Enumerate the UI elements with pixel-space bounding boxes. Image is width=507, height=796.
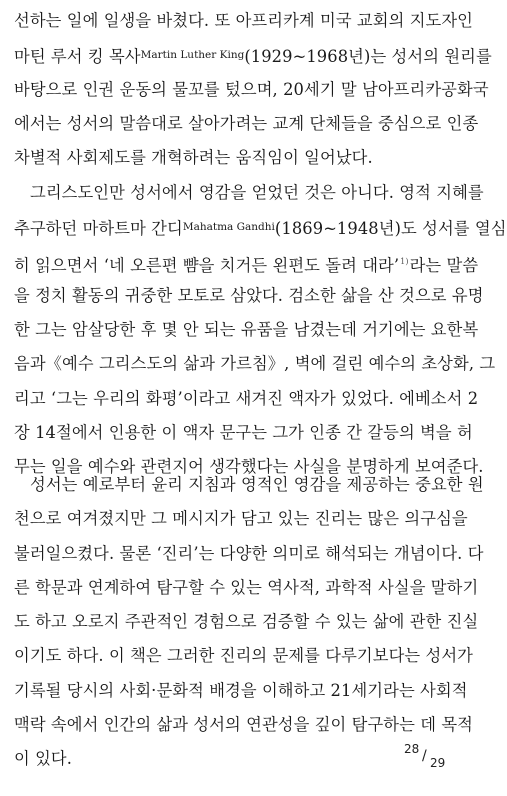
text-line: 에서는 성서의 말씀대로 살아가려는 교계 단체들을 중심으로 인종 xyxy=(14,113,479,133)
text-fragment: 마틴 루서 킹 목사 xyxy=(14,47,141,67)
text-fragment: (1869~1948년)도 성서를 열심 xyxy=(274,219,507,239)
footnote-marker: 1) xyxy=(400,256,409,266)
text-line: 차별적 사회제도를 개혁하려는 움직임이 일어났다. xyxy=(14,148,373,168)
text-line: 불러일으켰다. 물론 ‘진리’는 다양한 의미로 해석되는 개념이다. 다 xyxy=(14,543,484,563)
text-line: 천으로 여겨졌지만 그 메시지가 담고 있는 진리는 많은 의구심을 xyxy=(14,509,468,529)
text-line: 을 정치 활동의 귀중한 모토로 삼았다. 검소한 삶을 산 것으로 유명 xyxy=(14,285,484,305)
page-number xyxy=(402,742,452,780)
text-line: 음과《예수 그리스도의 삶과 가르침》, 벽에 걸린 예수의 초상화, 그 xyxy=(14,354,496,374)
text-line: 기록될 당시의 사회·문화적 배경을 이해하고 21세기라는 사회적 xyxy=(14,680,468,700)
page-number-total: 29 xyxy=(430,756,446,770)
paragraph-1 xyxy=(14,4,492,175)
text-line: 도 하고 오로지 주관적인 경험으로 검증할 수 있는 삶에 관한 진실 xyxy=(14,612,479,632)
text-line: 리고 ‘그는 우리의 화평’이라고 새겨진 액자가 있었다. 에베소서 2 xyxy=(14,388,479,408)
latin-name-king: Martin Luther King xyxy=(140,49,245,62)
paragraph-3 xyxy=(14,468,484,777)
text-line: 한 그는 암살당한 후 몇 안 되는 유품을 남겼는데 거기에는 요한복 xyxy=(14,320,479,340)
text-line xyxy=(14,245,479,279)
page-number-current: 28 xyxy=(404,742,420,756)
text-line: 그리스도인만 성서에서 영감을 얻었던 것은 아니다. 영적 지혜를 xyxy=(30,183,484,202)
text-line xyxy=(14,210,507,244)
text-line: 성서는 예로부터 윤리 지침과 영적인 영감을 제공하는 중요한 원 xyxy=(30,475,484,494)
text-fragment: (1929~1968년)는 성서의 원리를 xyxy=(244,47,492,67)
text-fragment: 추구하던 마하트마 간디 xyxy=(14,219,183,239)
text-line xyxy=(14,38,492,72)
text-line: 른 학문과 연계하여 탐구할 수 있는 역사적, 과학적 사실을 말하기 xyxy=(14,577,479,597)
text-line: 이기도 하다. 이 책은 그러한 진리의 문제를 다루기보다는 성서가 xyxy=(14,646,474,666)
text-line: 이 있다. xyxy=(14,749,73,769)
page-number-separator: / xyxy=(422,748,427,764)
latin-name-gandhi: Mahatma Gandhi xyxy=(182,221,275,234)
text-line: 장 14절에서 인용한 이 액자 문구는 그가 인종 간 갈등의 벽을 허 xyxy=(14,423,473,443)
text-fragment: 라는 말씀 xyxy=(409,255,479,275)
text-line: 맥락 속에서 인간의 삶과 성서의 연관성을 깊이 탐구하는 데 목적 xyxy=(14,715,474,735)
text-line: 선하는 일에 일생을 바쳤다. 또 아프리카계 미국 교회의 지도자인 xyxy=(14,11,474,30)
text-line: 바탕으로 인권 운동의 물꼬를 텄으며, 20세기 말 남아프리카공화국 xyxy=(14,79,489,99)
text-line: 무는 일을 예수와 관련지어 생각했다는 사실을 분명하게 보여준다. xyxy=(14,457,484,477)
text-fragment: 히 읽으면서 ‘네 오른편 뺨을 치거든 왼편도 돌려 대라’ xyxy=(14,255,400,275)
